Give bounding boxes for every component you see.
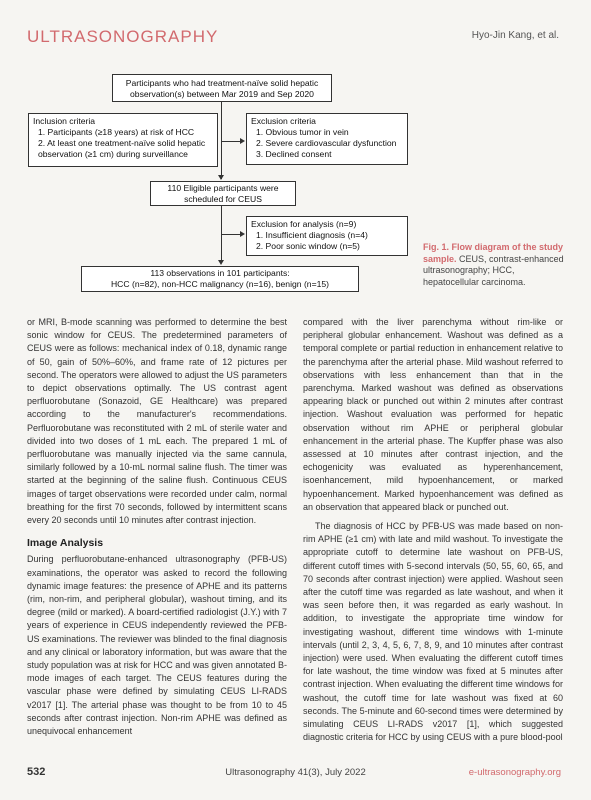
flow-arrow [240, 231, 245, 237]
inclusion-item: 1. Participants (≥18 years) at risk of HCC [38, 127, 195, 137]
body-paragraph: or MRI, B-mode scanning was performed to determine the best sonic window for CEUS. The predetermined parameters of CEUS were as follows: mechanical index of 0.18, dynamic range of 50, gain of 50%–60%, and frame rate of 12 pictures per second. The operators were allowed to adjust the US parameters to depict observations optimally. The US contrast agent perfluorobutane (Sonazoid, GE Healthcare) was prepared according to the manufacturer's recommendations. Perfluorobutane was reconstituted with 2 mL of sterile water and divided into two doses of 1 mL each. The prepared 1 mL of perfluorobutane was manually injected via the same cannula, similarly followed by a 10-mL normal saline flush. The timer was started at the beginning of the saline flush. Continuous CEUS images of target observations were recorded under calm, normal breathing for the first 70 seconds, followed by intermittent scans every 20 seconds until 10 minutes after contrast injection. [27, 317, 287, 526]
analysis-item: 2. Poor sonic window (n=5) [256, 241, 360, 251]
flow-arrow [218, 175, 224, 180]
journal-title: ULTRASONOGRAPHY [27, 27, 219, 46]
flow-top-box [112, 74, 332, 102]
running-author: Hyo-Jin Kang, et al. [471, 30, 559, 41]
eligible-box [150, 181, 296, 206]
flow-connector [221, 141, 241, 142]
exclusion-item: 1. Obvious tumor in vein [256, 127, 349, 137]
left-column [27, 316, 287, 744]
body-paragraph: compared with the liver parenchyma without rim-like or peripheral globular enhancement. Washout was defined as a temporal complete or partial reduction in enhancement relative to the parenchyma after the arterial phase. Mild washout referred to observations with less enhancement than that in the parenchyma. Marked washout was defined as observations appearing black or punched out within 2 minutes after contrast injection. Washout evaluation was performed for hepatic observation without rim APHE or peripheral globular enhancement in the arterial phase. The Kupffer phase was also assessed at 10 minutes after contrast injection, and the echogenicity was evaluated as hyperenhancement, isoenhancement, mild hypoenhancement, or marked hypoenhancement. Marked hypoenhancement was defined as an observation that appeared black or punched out. [303, 317, 563, 512]
analysis-item: 1. Insufficient diagnosis (n=4) [256, 230, 368, 240]
flow-arrow [240, 138, 245, 144]
flow-connector [221, 234, 241, 235]
citation: Ultrasonography 41(3), July 2022 [225, 767, 366, 778]
exclusion-box [246, 113, 408, 165]
inclusion-title: Inclusion criteria [33, 116, 96, 126]
figure-caption [423, 242, 573, 288]
body-paragraph: During perfluorobutane-enhanced ultrasonography (PFB-US) examinations, the operator was asked to record the following dynamic image features: the presence of APHE and its patterns (rim, non-rim, and peripheral globular), washout timing, and its degree (mild or marked). A board-certified radiologist (J.Y.) with 7 years of experience in CEUS independently reviewed the PFB-US examinations. The reviewer was blinded to the final diagnosis and any clinical or laboratory information, but was aware that the study population was at risk for HCC and was given annotated B-mode images of each target. The CEUS features during the vascular phase were defined by simulating CEUS LI-RADS v2017 [1]. The arterial phase was thought to be from 10 to 45 seconds after contrast injection. Non-rim APHE was defined as unequivocal enhancement [27, 554, 287, 737]
body-paragraph: The diagnosis of HCC by PFB-US was made based on non-rim APHE (≥1 cm) with late and mild washout. To investigate the appropriate cutoff to determine late washout on PFB-US, different cutoff times with 5-second intervals (50, 55, 60, 65, and 70 seconds after contrast injection) were applied. Washout seen after the cutoff time was regarded as late washout, and when it was seen before then, it was regarded as early washout. In addition, to investigate the appropriate time window for investigating washout, different time windows with 1-minute intervals (until 2, 3, 4, 5, 6, 7, 8, 9, and 10 minutes after contrast injection) were used. When evaluating the different cutoff times for late washout, the time window was fixed at 5 minutes after contrast injection. When evaluating the different time windows for washout, the cutoff time for late washout was fixed at 60 seconds. The 5-minute and 60-second times were determined by simulating CEUS LI-RADS v2017 [1], which suggested diagnostic criteria for HCC by using CEUS with a pure blood-pool [303, 521, 563, 743]
section-heading: Image Analysis [27, 537, 104, 550]
exclusion-item: 2. Severe cardiovascular dysfunction [256, 138, 397, 148]
caption-text: CEUS, contrast-enhanced ultrasonography; HCC, hepatocellular carcinoma. [423, 253, 564, 287]
right-column [303, 316, 563, 751]
exclusion-title: Exclusion criteria [251, 116, 316, 126]
page-number: 532 [27, 766, 46, 778]
exclusion-item: 3. Declined consent [256, 149, 332, 159]
final-line-2: HCC (n=82), non-HCC malignancy (n=16), benign (n=15) [110, 279, 330, 289]
eligible-text: 110 Eligible participants were scheduled for CEUS [167, 183, 279, 204]
inclusion-item: 2. At least one treatment-naïve solid hepatic observation (≥1 cm) during surveillance [38, 138, 206, 159]
analysis-title: Exclusion for analysis (n=9) [251, 219, 357, 229]
inclusion-box [28, 113, 218, 167]
analysis-exclusion-box [246, 216, 408, 256]
final-line-1: 113 observations in 101 participants: [150, 268, 290, 278]
caption-label: Fig. 1. Flow diagram of the study sample. [423, 242, 564, 264]
flow-top-text: Participants who had treatment-naïve solid hepatic observation(s) between Mar 2019 and Sep 2020 [125, 78, 319, 99]
flow-arrow [218, 260, 224, 265]
journal-website: e-ultrasonography.org [468, 767, 561, 778]
final-box [81, 266, 359, 292]
